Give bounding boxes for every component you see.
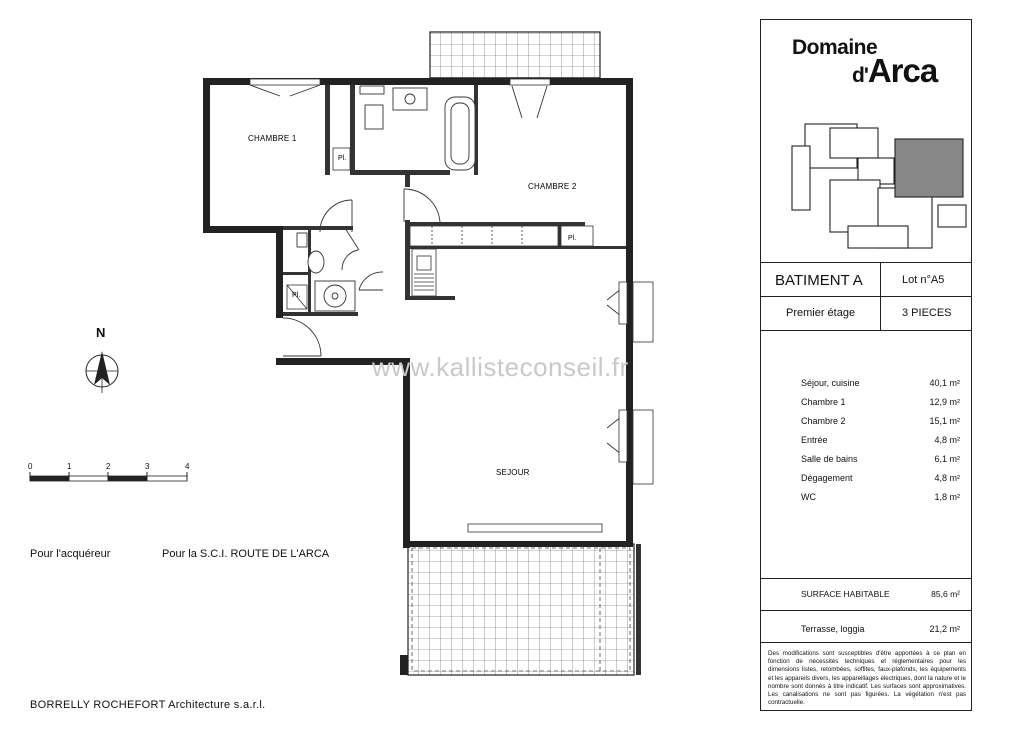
room-count: 3 PIECES — [902, 307, 952, 319]
placard-label: Pl. — [568, 235, 577, 242]
scale-tick-label: 3 — [145, 462, 150, 471]
info-panel — [760, 19, 972, 711]
room-label-chambre-1: CHAMBRE 1 — [248, 134, 297, 143]
scale-tick-label: 2 — [106, 462, 111, 471]
surface-label: Salle de bains — [801, 454, 858, 464]
doors — [250, 85, 626, 458]
divider — [760, 262, 972, 263]
surface-label: WC — [801, 492, 816, 502]
surface-label: Chambre 2 — [801, 416, 846, 426]
north-label: N — [96, 325, 106, 340]
scale-tick-label: 1 — [67, 462, 72, 471]
kitchen — [410, 226, 558, 296]
seller-signature-label: Pour la S.C.I. ROUTE DE L'ARCA — [162, 548, 330, 560]
placard-label: Pl. — [338, 155, 347, 162]
placard-label: Pl. — [292, 292, 301, 299]
floor-level: Premier étage — [786, 307, 856, 319]
surface-value: 6,1 m² — [934, 454, 960, 464]
scale-bar — [30, 472, 187, 481]
brand-line-2 — [852, 54, 937, 87]
divider — [760, 642, 972, 643]
brand-name: Arca — [867, 52, 938, 89]
surface-habitable-value: 85,6 m² — [931, 589, 960, 599]
brand-prefix: d' — [852, 64, 868, 87]
disclaimer-note: Des modifications sont susceptibles d'être apportées à ce plan en fonction de nécessités techniques et réglementaires pour les dimensions listes, retombées, soffites, faux-plafonds, les équipements et les appareils divers, les appareillages électriques, dont la nature et le nombre sont donnés à titre indicatif. Les surfaces sont approximatives. Les canalisations ne sont pas figurées. La végétation n'est pas contractuelle. — [768, 650, 966, 707]
divider — [760, 610, 972, 611]
compass-icon — [86, 351, 118, 393]
watermark: www.kallisteconseil.fr — [372, 352, 629, 382]
surface-value: 15,1 m² — [929, 416, 960, 426]
room-label-chambre-2: CHAMBRE 2 — [528, 182, 577, 191]
surface-value: 40,1 m² — [929, 378, 960, 388]
scale-tick-label: 4 — [185, 462, 190, 471]
divider — [760, 296, 972, 297]
surface-value: 12,9 m² — [929, 397, 960, 407]
room-label-sejour: SEJOUR — [496, 468, 530, 477]
surface-label: Chambre 1 — [801, 397, 846, 407]
bathroom-fixtures — [297, 86, 475, 311]
divider — [760, 578, 972, 579]
building-label: BATIMENT A — [775, 272, 863, 289]
surface-label: Entrée — [801, 435, 828, 445]
surface-value: 4,8 m² — [934, 473, 960, 483]
lot-number: Lot n°A5 — [902, 274, 945, 286]
buyer-signature-label: Pour l'acquéreur — [30, 548, 111, 560]
balcony-top — [430, 32, 600, 78]
architect-credit: BORRELLY ROCHEFORT Architecture s.a.r.l. — [30, 699, 266, 711]
surface-habitable-label: SURFACE HABITABLE — [801, 589, 890, 599]
terrace-label: Terrasse, loggia — [801, 624, 865, 634]
surface-value: 4,8 m² — [934, 435, 960, 445]
divider — [760, 330, 972, 331]
terrace-value: 21,2 m² — [929, 624, 960, 634]
scale-tick-label: 0 — [28, 462, 33, 471]
brand-line-1: Domaine — [792, 36, 878, 59]
divider — [880, 262, 881, 330]
surface-label: Séjour, cuisine — [801, 378, 860, 388]
surface-value: 1,8 m² — [934, 492, 960, 502]
surface-label: Dégagement — [801, 473, 853, 483]
